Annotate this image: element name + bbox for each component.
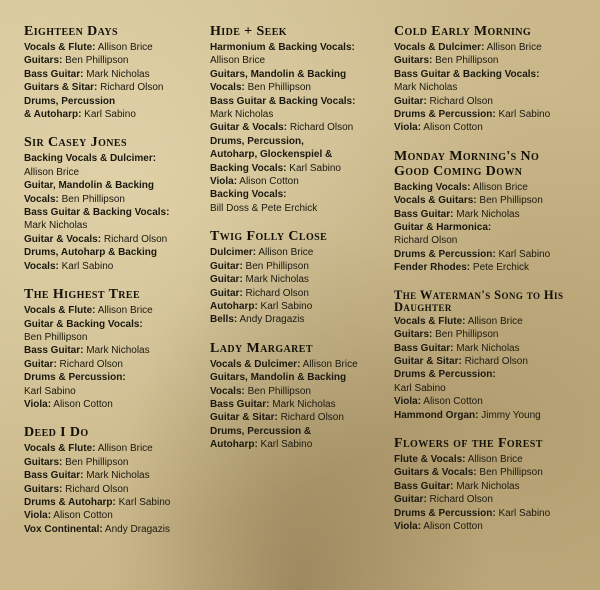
credit-names: Ben Phillipson <box>432 329 499 341</box>
credit-line <box>210 246 392 259</box>
credit-role: Viola: <box>210 176 238 188</box>
credit-names: Ben Phillipson <box>58 193 125 205</box>
song-block <box>210 229 392 326</box>
credit-names: Allison Brice <box>256 247 314 259</box>
credit-role: Vocals: <box>24 260 59 272</box>
credit-line <box>210 41 392 54</box>
credit-line <box>394 328 576 341</box>
credit-line <box>394 382 576 395</box>
credit-role: Fender Rhodes: <box>394 262 471 274</box>
credits-column-2 <box>210 24 392 466</box>
credit-names: Mark Nicholas <box>269 398 336 410</box>
credit-role: Guitars, Mandolin & Backing <box>210 68 347 80</box>
credit-lines <box>394 41 576 135</box>
credit-line <box>210 95 392 108</box>
credit-role: Guitar & Sitar: <box>394 355 462 367</box>
song-title: Twig Folly Close <box>210 229 328 245</box>
credit-line <box>210 135 392 148</box>
credit-names: Ben Phillipson <box>476 467 543 479</box>
credit-role: Guitar: <box>210 274 243 286</box>
credit-names: Karl Sabino <box>58 260 114 272</box>
credit-role: Vocals: <box>210 385 245 397</box>
credit-role: Guitar & Vocals: <box>210 122 288 134</box>
credit-names: Allison Brice <box>24 166 80 178</box>
credit-line <box>24 318 206 331</box>
credit-line <box>394 54 576 67</box>
credit-names: Mark Nicholas <box>453 342 520 354</box>
credit-names: Allison Brice <box>300 358 358 370</box>
song-title: Eighteen Days <box>24 24 118 39</box>
credit-lines <box>210 41 392 215</box>
credit-line <box>394 194 576 207</box>
credit-line <box>24 108 206 121</box>
credit-role: Vocals & Dulcimer: <box>210 358 301 370</box>
credit-line <box>394 409 576 422</box>
credit-line <box>394 108 576 121</box>
credit-line <box>24 469 206 482</box>
credit-lines <box>210 246 392 326</box>
credit-role: Drums & Percussion: <box>394 248 496 260</box>
song-block <box>210 24 392 215</box>
credit-line <box>394 68 576 81</box>
credit-lines <box>24 41 206 121</box>
song-block <box>24 135 206 273</box>
credit-line <box>24 358 206 371</box>
song-title: Cold Early Morning <box>394 24 532 39</box>
credit-names: Ben Phillipson <box>62 55 129 67</box>
credit-names: Allison Brice <box>484 42 542 53</box>
credit-role: Drums & Percussion: <box>24 372 126 384</box>
credit-line <box>394 480 576 493</box>
credit-role: Viola: <box>24 398 52 410</box>
credit-role: Autoharp: <box>210 300 258 312</box>
credit-line <box>24 398 206 411</box>
credit-role: Guitar & Backing Vocals: <box>24 318 143 330</box>
credit-role: Drums, Percussion <box>24 95 116 107</box>
credit-role: Bass Guitar: <box>24 345 84 357</box>
credit-role: Guitar: <box>394 95 427 107</box>
credit-role: Autoharp: <box>210 439 258 451</box>
credit-line <box>24 304 206 317</box>
song-block <box>394 436 576 533</box>
credit-line <box>210 175 392 188</box>
credit-role: Vocals: <box>210 82 245 94</box>
credit-line <box>210 202 392 215</box>
credit-names: Karl Sabino <box>394 382 446 394</box>
credit-names: Karl Sabino <box>495 507 551 519</box>
credit-line <box>210 287 392 300</box>
credit-line <box>210 81 392 94</box>
credit-line <box>210 108 392 121</box>
credit-line <box>210 121 392 134</box>
credit-names: Bill Doss & Pete Erchick <box>210 202 318 214</box>
credit-names: Karl Sabino <box>81 109 136 121</box>
credit-names: Alison Cotton <box>237 176 299 188</box>
credit-line <box>210 371 392 384</box>
credit-line <box>24 41 206 54</box>
credit-names: Pete Erchick <box>470 262 530 274</box>
credit-line <box>394 221 576 234</box>
credit-names: Richard Olson <box>277 412 344 424</box>
song-title: The Highest Tree <box>24 287 141 303</box>
credit-line <box>394 342 576 355</box>
credit-line <box>24 233 206 246</box>
credit-line <box>24 344 206 357</box>
credit-line <box>24 260 206 273</box>
credit-role: Vocals & Flute: <box>24 42 96 53</box>
credit-names: Ben Phillipson <box>432 55 499 67</box>
credit-role: Vocals & Flute: <box>24 305 96 317</box>
credit-role: Guitars: <box>394 329 433 341</box>
credit-line <box>24 385 206 398</box>
song-title: Sir Casey Jones <box>24 135 127 151</box>
credit-line <box>210 260 392 273</box>
credit-names: Andy Dragazis <box>237 314 305 326</box>
credit-names: Karl Sabino <box>24 385 76 397</box>
credit-role: Bass Guitar: <box>210 398 270 410</box>
credit-role: Guitar: <box>210 287 243 299</box>
credit-role: Guitars: <box>24 55 63 67</box>
credit-names: Mark Nicholas <box>83 345 150 357</box>
credit-line <box>210 68 392 81</box>
credit-names: Ben Phillipson <box>62 456 129 468</box>
credit-line <box>24 152 206 165</box>
credit-role: Drums, Percussion, <box>210 135 304 147</box>
credit-role: Bass Guitar: <box>394 208 454 220</box>
song-title: Hide + Seek <box>210 24 287 39</box>
credit-names: Karl Sabino <box>115 496 171 508</box>
credit-names: Richard Olson <box>97 82 164 94</box>
credit-role: Hammond Organ: <box>394 409 479 421</box>
credit-role: Bass Guitar: <box>24 68 84 80</box>
credit-role: Guitar & Sitar: <box>210 412 278 424</box>
credit-line <box>394 368 576 381</box>
credit-names: Richard Olson <box>101 233 168 245</box>
credit-role: Vocals & Flute: <box>24 443 96 455</box>
credit-names: Andy Dragazis <box>102 523 170 535</box>
song-block <box>24 287 206 411</box>
credit-names: Ben Phillipson <box>24 331 88 343</box>
credit-role: Harmonium & Backing Vocals: <box>210 42 355 53</box>
credit-line <box>24 246 206 259</box>
credit-lines <box>24 152 206 273</box>
credit-role: Guitars & Vocals: <box>394 467 477 479</box>
credit-line <box>24 331 206 344</box>
credit-role: Vocals & Dulcimer: <box>394 42 485 53</box>
credit-role: Viola: <box>394 122 422 134</box>
credit-line <box>210 162 392 175</box>
credit-role: Guitars, Mandolin & Backing <box>210 372 347 384</box>
song-block <box>24 24 206 121</box>
credit-line <box>24 54 206 67</box>
credit-line <box>394 453 576 466</box>
credit-line <box>394 248 576 261</box>
credit-names: Mark Nicholas <box>83 470 150 482</box>
credit-names: Mark Nicholas <box>83 68 150 80</box>
credit-names: Allison Brice <box>95 443 153 455</box>
credits-column-1 <box>24 24 206 550</box>
credit-line <box>394 41 576 54</box>
credit-role: Bass Guitar & Backing Vocals: <box>24 207 170 219</box>
song-block <box>394 24 576 135</box>
credit-line <box>24 483 206 496</box>
credit-role: Guitar: <box>210 260 243 272</box>
credit-line <box>394 81 576 94</box>
credit-lines <box>24 304 206 411</box>
credit-line <box>394 395 576 408</box>
credit-line <box>24 456 206 469</box>
song-title: Deed I Do <box>24 425 89 441</box>
credit-role: Bass Guitar: <box>394 342 454 354</box>
credit-role: Dulcimer: <box>210 247 257 259</box>
credit-line <box>24 509 206 522</box>
credit-lines <box>394 315 576 422</box>
credit-role: Backing Vocals: <box>210 162 287 174</box>
credit-line <box>210 358 392 371</box>
credit-names: Ben Phillipson <box>242 260 309 272</box>
credit-names: Allison Brice <box>95 305 153 317</box>
credit-role: Viola: <box>394 520 422 532</box>
credit-role: Vocals & Flute: <box>394 315 466 327</box>
credit-line <box>24 496 206 509</box>
credit-names: Alison Cotton <box>421 122 483 134</box>
credit-line <box>24 523 206 536</box>
credit-names: Ben Phillipson <box>244 82 311 94</box>
credit-role: Guitars & Sitar: <box>24 82 98 94</box>
credit-role: Backing Vocals: <box>210 189 287 201</box>
credit-line <box>394 493 576 506</box>
credit-role: Bass Guitar: <box>24 470 84 482</box>
credit-role: Drums, Autoharp & Backing <box>24 247 157 259</box>
credit-role: Guitar: <box>394 494 427 506</box>
credit-line <box>394 261 576 274</box>
credit-names: Alison Cotton <box>51 398 113 410</box>
credit-names: Richard Olson <box>287 122 354 134</box>
credit-line <box>394 208 576 221</box>
credit-lines <box>24 442 206 536</box>
credit-names: Karl Sabino <box>495 109 551 121</box>
credit-names: Mark Nicholas <box>394 82 458 94</box>
credit-line <box>24 193 206 206</box>
song-title: Monday Morning's No Good Coming Down <box>394 148 540 179</box>
credit-names: Mark Nicholas <box>453 208 520 220</box>
credit-lines <box>394 453 576 533</box>
credit-line <box>210 273 392 286</box>
song-title: Flowers of the Forest <box>394 435 543 451</box>
credit-line <box>210 148 392 161</box>
song-block <box>210 341 392 452</box>
song-block <box>24 425 206 536</box>
credit-role: Backing Vocals & Dulcimer: <box>24 153 157 165</box>
credit-names: Allison Brice <box>470 181 528 193</box>
credit-lines <box>210 358 392 452</box>
credit-role: Bass Guitar: <box>394 480 454 492</box>
credit-line <box>24 166 206 179</box>
credit-line <box>210 438 392 451</box>
credit-line <box>394 507 576 520</box>
credits-column-3 <box>394 24 576 547</box>
credit-role: Flute & Vocals: <box>394 453 466 465</box>
credit-role: Vox Continental: <box>24 523 103 535</box>
credit-line <box>24 371 206 384</box>
credit-role: Guitars: <box>24 456 63 468</box>
credit-names: Jimmy Young <box>478 409 541 421</box>
credit-role: Vocals: <box>24 193 59 205</box>
credit-names: Mark Nicholas <box>453 480 520 492</box>
credit-role: Guitar & Harmonica: <box>394 222 492 234</box>
credit-role: Viola: <box>394 396 422 408</box>
credit-names: Mark Nicholas <box>242 274 309 286</box>
credit-names: Allison Brice <box>465 453 523 465</box>
credit-line <box>394 315 576 328</box>
credit-line <box>394 121 576 134</box>
credit-line <box>210 300 392 313</box>
credit-names: Karl Sabino <box>286 162 341 174</box>
credit-role: Drums & Percussion: <box>394 109 496 121</box>
credit-line <box>210 313 392 326</box>
credit-line <box>210 385 392 398</box>
credit-names: Alison Cotton <box>421 396 483 408</box>
credit-role: Viola: <box>24 510 52 522</box>
song-title: Lady Margaret <box>210 340 313 356</box>
credit-role: Drums & Percussion: <box>394 369 496 381</box>
credit-names: Karl Sabino <box>257 300 313 312</box>
credit-line <box>394 181 576 194</box>
credit-names: Allison Brice <box>465 315 523 327</box>
credit-names: Karl Sabino <box>257 439 313 451</box>
credit-line <box>394 234 576 247</box>
credit-line <box>24 206 206 219</box>
credit-names: Ben Phillipson <box>476 195 543 207</box>
credit-line <box>24 68 206 81</box>
credit-role: Drums & Percussion: <box>394 507 496 519</box>
song-block <box>394 149 576 275</box>
credit-line <box>394 466 576 479</box>
credit-role: Guitar, Mandolin & Backing <box>24 180 155 192</box>
credit-line <box>24 179 206 192</box>
credit-names: Richard Olson <box>461 355 528 367</box>
credit-names: Ben Phillipson <box>244 385 311 397</box>
credit-role: Drums & Autoharp: <box>24 496 116 508</box>
credit-role: Bells: <box>210 314 238 326</box>
credit-names: Richard Olson <box>56 358 123 370</box>
credit-names: Richard Olson <box>62 483 129 495</box>
credit-names: Allison Brice <box>210 55 266 67</box>
credit-line <box>24 219 206 232</box>
credit-names: Allison Brice <box>95 42 153 53</box>
credit-role: Guitars: <box>394 55 433 67</box>
song-title: The Waterman's Song to His Daughter <box>394 287 564 314</box>
credit-names: Richard Olson <box>426 95 493 107</box>
credit-lines <box>394 181 576 275</box>
credit-names: Richard Olson <box>242 287 309 299</box>
credit-role: Guitar & Vocals: <box>24 233 102 245</box>
credit-role: Vocals & Guitars: <box>394 195 477 207</box>
credit-line <box>210 425 392 438</box>
credit-names: Karl Sabino <box>495 248 551 260</box>
credit-names: Richard Olson <box>426 494 493 506</box>
credit-line <box>24 442 206 455</box>
credit-role: Bass Guitar & Backing Vocals: <box>394 68 540 80</box>
credit-role: & Autoharp: <box>24 109 82 121</box>
song-block <box>394 289 576 422</box>
credit-names: Alison Cotton <box>421 520 483 532</box>
credit-role: Drums, Percussion & <box>210 425 312 437</box>
credit-line <box>24 95 206 108</box>
credit-line <box>394 355 576 368</box>
credit-role: Autoharp, Glockenspiel & <box>210 149 333 161</box>
credit-line <box>24 81 206 94</box>
credit-line <box>210 188 392 201</box>
credit-line <box>394 520 576 533</box>
credit-role: Guitars: <box>24 483 63 495</box>
credit-names: Mark Nicholas <box>210 109 274 121</box>
credit-role: Backing Vocals: <box>394 181 471 193</box>
credit-line <box>394 95 576 108</box>
credit-line <box>210 411 392 424</box>
credit-line <box>210 54 392 67</box>
credit-role: Bass Guitar & Backing Vocals: <box>210 95 356 107</box>
credit-names: Mark Nicholas <box>24 220 88 232</box>
credit-names: Alison Cotton <box>51 510 113 522</box>
credit-role: Guitar: <box>24 358 57 370</box>
credit-line <box>210 398 392 411</box>
credit-names: Richard Olson <box>394 235 458 247</box>
